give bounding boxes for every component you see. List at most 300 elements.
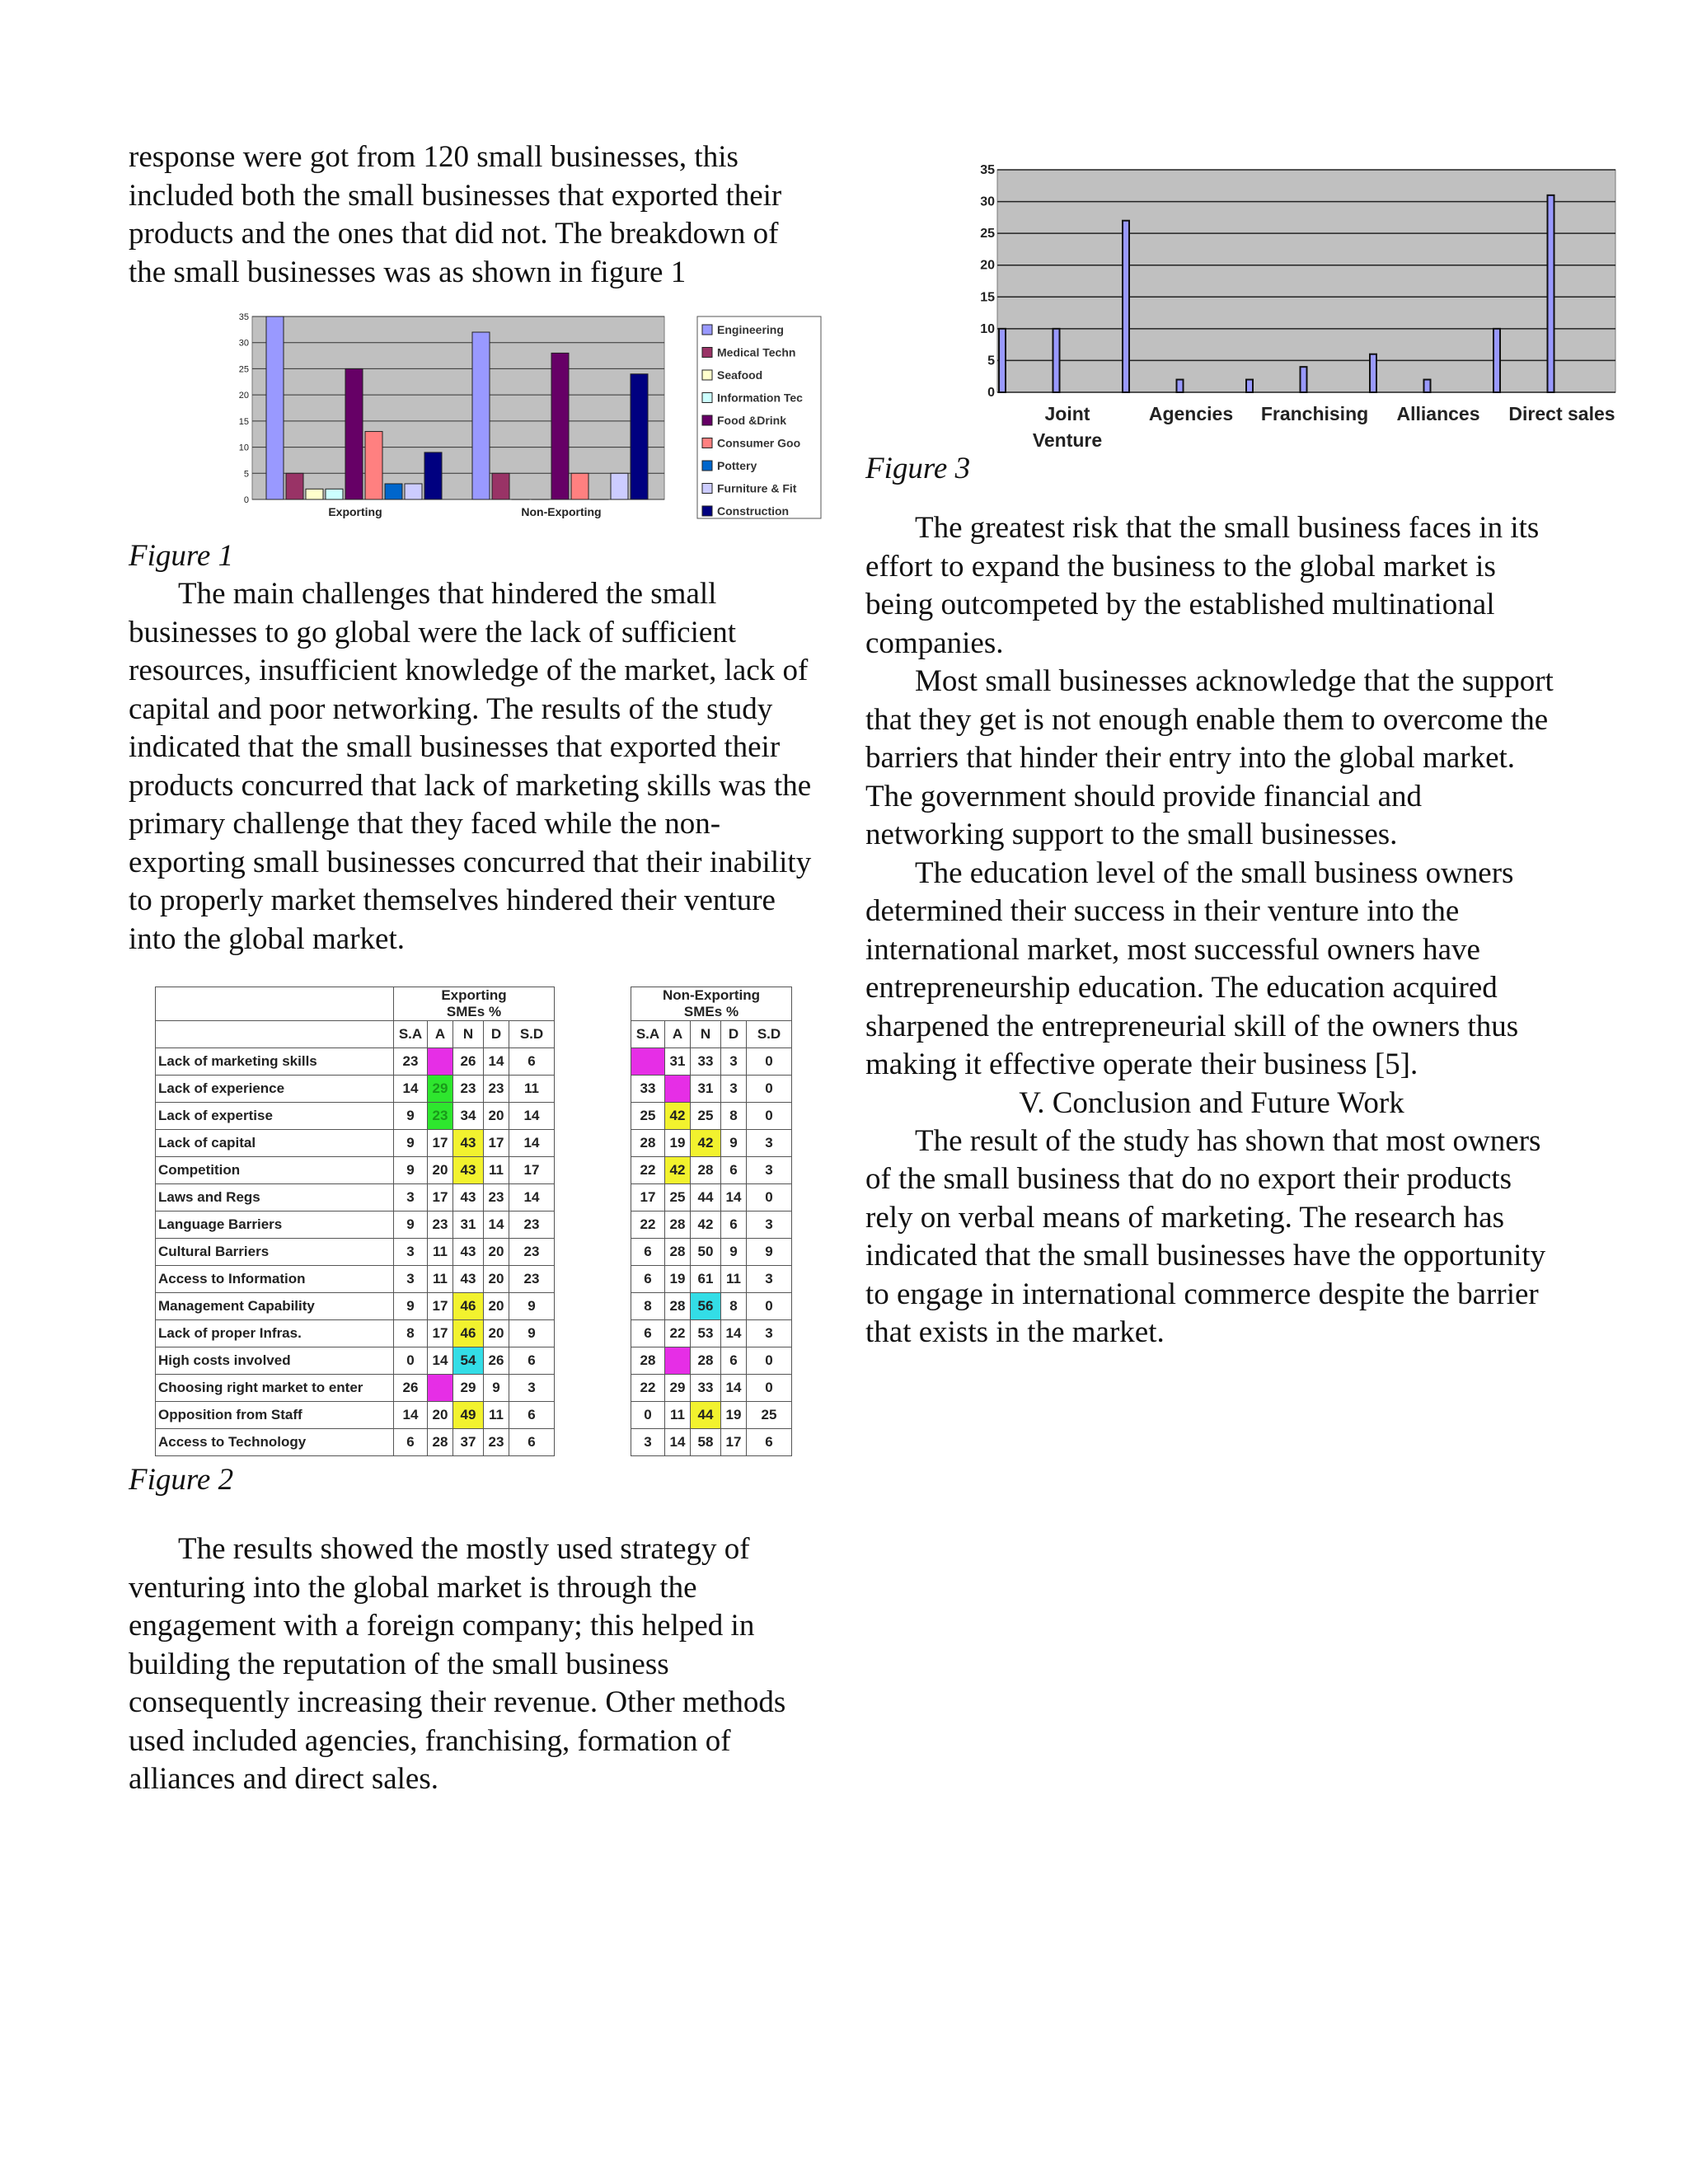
fig1-bar (306, 489, 323, 499)
table-cell: 22 (631, 1212, 665, 1239)
table-cell: 14 (721, 1184, 747, 1212)
left-paragraph-1: response were got from 120 small businesses, this included both the small businesses that exported their products and the ones that did not. The breakdown of the small businesses was as shown in figure 1 (129, 140, 782, 289)
right-paragraph-1: The greatest risk that the small business faces in its effort to expand the business to the global market is being outcompeted by the established multinational companies. (865, 511, 1540, 660)
table-cell: 20 (428, 1157, 453, 1184)
right-column (865, 163, 1615, 1352)
table-cell: 25 (631, 1103, 665, 1130)
figure-2-table (155, 987, 792, 1456)
table-cell: 28 (665, 1239, 691, 1266)
table-cell: 11 (484, 1157, 509, 1184)
table-row (156, 1375, 792, 1402)
fig1-ytick-label: 30 (238, 338, 249, 349)
table-spacer (555, 1266, 631, 1293)
fig1-bar (365, 432, 382, 499)
fig3-bar (999, 329, 1006, 392)
fig1-bar (286, 473, 303, 499)
table-row (156, 1130, 792, 1157)
table-spacer (555, 1130, 631, 1157)
table-group-label: SMEs % (446, 1004, 502, 1019)
table-cell: 22 (631, 1375, 665, 1402)
table-cell: 8 (721, 1293, 747, 1320)
table-cell: 11 (721, 1266, 747, 1293)
fig1-bar (424, 452, 442, 499)
table-spacer (555, 1239, 631, 1266)
table-row-label: Access to Information (156, 1266, 394, 1293)
table-cell: 23 (453, 1076, 484, 1103)
fig1-legend-label: Seafood (717, 368, 763, 382)
fig1-ytick-label: 25 (238, 364, 249, 375)
table-cell: 6 (721, 1347, 747, 1375)
table-column-header: N (453, 1021, 484, 1048)
table-cell: 17 (428, 1293, 453, 1320)
fig3-bar (1493, 329, 1500, 392)
table-cell: 43 (453, 1239, 484, 1266)
table-cell: 34 (428, 1375, 453, 1402)
table-row-label: Lack of proper Infras. (156, 1320, 394, 1347)
fig3-bar (1123, 221, 1129, 392)
table-cell: 43 (453, 1184, 484, 1212)
table-cell: 17 (428, 1184, 453, 1212)
left-paragraph-3: The results showed the mostly used strategy of venturing into the global market is through the engagement with a foreign company; this helped in building the reputation of the small business consequently increasing their revenue. Other methods used included agencies, franchising, formation of alliances and direct sales. (129, 1532, 786, 1796)
table-cell: 42 (665, 1157, 691, 1184)
table-row-label: Opposition from Staff (156, 1402, 394, 1429)
table-cell: 28 (665, 1293, 691, 1320)
right-paragraph-2: Most small businesses acknowledge that the support that they get is not enough enable them to overcome the barriers that hinder their entry into the global market. The government should provide financial and networking support to the small businesses. (865, 664, 1554, 851)
table-cell: 9 (484, 1375, 509, 1402)
table-cell: 8 (394, 1320, 428, 1347)
table-cell: 49 (453, 1402, 484, 1429)
table-row (156, 1429, 792, 1456)
table-cell: 23 (428, 1103, 453, 1130)
table-cell: 19 (665, 1266, 691, 1293)
table-cell: 44 (691, 1184, 721, 1212)
table-cell: 6 (394, 1429, 428, 1456)
table-cell: 6 (509, 1048, 555, 1076)
table-cell: 44 (691, 1402, 721, 1429)
table-cell: 6 (631, 1239, 665, 1266)
figure-1-caption: Figure 1 (129, 539, 234, 573)
table-cell: 0 (747, 1375, 792, 1402)
right-paragraph-3: The education level of the small business owners determined their success in their venture into the international market, most successful owners have entrepreneurship education. The education acquired sharpened the entrepreneurial skill of the owners thus making it effective operate their business [5]. (865, 855, 1519, 1081)
table-cell: 3 (747, 1320, 792, 1347)
table-cell: 31 (453, 1212, 484, 1239)
table-cell: 9 (394, 1103, 428, 1130)
table-cell: 11 (509, 1076, 555, 1103)
fig1-legend-swatch (702, 484, 712, 494)
fig1-bar (472, 332, 490, 499)
table-spacer (555, 987, 631, 1021)
table-cell: 42 (691, 1212, 721, 1239)
table-row-label: Choosing right market to enter (156, 1375, 394, 1402)
fig3-xtick-label: Franchising (1260, 403, 1369, 424)
table-cell: 61 (691, 1266, 721, 1293)
table-row-label: Language Barriers (156, 1212, 394, 1239)
table-cell: 46 (453, 1293, 484, 1320)
fig1-legend-label: Medical Techn (717, 345, 796, 359)
fig1-bar (345, 368, 363, 499)
table-cell: 6 (509, 1429, 555, 1456)
table-cell: 28 (691, 1157, 721, 1184)
table-spacer (555, 1184, 631, 1212)
figure-3-caption: Figure 3 (865, 452, 971, 485)
table-cell: 11 (428, 1266, 453, 1293)
table-cell: 17 (428, 1320, 453, 1347)
fig1-legend-swatch (702, 348, 712, 358)
table-cell: 34 (453, 1103, 484, 1130)
table-cell: 14 (509, 1130, 555, 1157)
table-column-header: S.A (631, 1021, 665, 1048)
fig1-ytick-label: 0 (243, 495, 249, 505)
table-column-header: D (484, 1021, 509, 1048)
table-column-header: S.D (509, 1021, 555, 1048)
table-cell: 0 (747, 1048, 792, 1076)
table-cell: 0 (747, 1293, 792, 1320)
table-cell: 14 (509, 1103, 555, 1130)
fig1-bar (571, 473, 588, 499)
fig3-bar (1424, 380, 1431, 392)
table-cell: 3 (394, 1239, 428, 1266)
table-cell: 42 (691, 1130, 721, 1157)
table-spacer (555, 1429, 631, 1456)
table-cell: 28 (631, 1130, 665, 1157)
table-cell: 3 (721, 1076, 747, 1103)
table-cell: 20 (484, 1103, 509, 1130)
table-cell: 29 (665, 1375, 691, 1402)
fig1-ytick-label: 5 (243, 469, 249, 480)
table-cell: 28 (691, 1347, 721, 1375)
table-cell: 20 (484, 1320, 509, 1347)
table-cell: 9 (721, 1130, 747, 1157)
table-cell: 14 (394, 1076, 428, 1103)
fig1-ytick-label: 20 (238, 391, 249, 401)
table-row-label: Cultural Barriers (156, 1239, 394, 1266)
table-cell: 19 (665, 1130, 691, 1157)
table-cell: 28 (631, 1347, 665, 1375)
figure-2-caption: Figure 2 (129, 1463, 234, 1497)
table-row (156, 1266, 792, 1293)
fig1-xtick-label: Non-Exporting (521, 505, 602, 518)
table-cell: 28 (428, 1429, 453, 1456)
table-cell: 33 (691, 1375, 721, 1402)
table-cell: 9 (394, 1293, 428, 1320)
table-cell: 3 (394, 1266, 428, 1293)
table-cell: 43 (453, 1157, 484, 1184)
table-spacer (555, 1212, 631, 1239)
table-cell: 29 (453, 1375, 484, 1402)
fig3-ytick-label: 20 (980, 258, 995, 273)
table-row-label: Lack of expertise (156, 1103, 394, 1130)
table-row-label: Management Capability (156, 1293, 394, 1320)
table-cell: 9 (747, 1239, 792, 1266)
table-cell: 17 (721, 1429, 747, 1456)
table-cell: 17 (484, 1130, 509, 1157)
table-spacer (555, 1076, 631, 1103)
table-cell: 22 (665, 1320, 691, 1347)
table-column-header: A (665, 1021, 691, 1048)
table-cell: 20 (484, 1293, 509, 1320)
table-cell: 0 (747, 1103, 792, 1130)
table-cell: 23 (509, 1239, 555, 1266)
table-cell: 23 (509, 1266, 555, 1293)
fig3-plot-area (997, 170, 1615, 392)
fig1-legend-label: Information Tec (717, 391, 803, 405)
table-column-header: D (721, 1021, 747, 1048)
table-cell: 0 (747, 1184, 792, 1212)
table-cell: 33 (665, 1076, 691, 1103)
table-group-exporting (394, 987, 555, 1021)
fig3-ytick-label: 30 (980, 194, 995, 209)
fig3-ytick-label: 10 (980, 321, 995, 336)
table-cell: 50 (665, 1347, 691, 1375)
fig1-legend-label: Furniture & Fit (717, 481, 797, 495)
table-cell: 14 (428, 1347, 453, 1375)
table-row (156, 1347, 792, 1375)
table-cell: 17 (631, 1184, 665, 1212)
fig3-xtick-label: Direct sales (1508, 403, 1615, 424)
table-cell: 31 (691, 1076, 721, 1103)
table-cell: 14 (394, 1402, 428, 1429)
fig1-legend-swatch (702, 415, 712, 425)
table-corner (156, 987, 394, 1021)
fig3-ytick-label: 25 (980, 227, 995, 241)
table-spacer (555, 1021, 631, 1048)
table-group-label: SMEs % (683, 1004, 739, 1019)
table-spacer (555, 1293, 631, 1320)
table-cell: 28 (665, 1212, 691, 1239)
table-cell: 46 (453, 1320, 484, 1347)
figure-3-chart (973, 160, 1688, 457)
table-cell: 33 (631, 1048, 665, 1076)
table-column-header-row (156, 1021, 792, 1048)
table-row-label: Access to Technology (156, 1429, 394, 1456)
table-row-label: Lack of experience (156, 1076, 394, 1103)
table-cell: 3 (509, 1375, 555, 1402)
table-cell: 11 (665, 1402, 691, 1429)
table-spacer (555, 1157, 631, 1184)
table-group-non-exporting (631, 987, 792, 1021)
fig1-legend-swatch (702, 325, 712, 335)
table-cell: 33 (691, 1048, 721, 1076)
table-cell: 25 (747, 1402, 792, 1429)
fig3-bar (1301, 367, 1307, 392)
table-cell: 3 (747, 1157, 792, 1184)
table-cell: 33 (631, 1076, 665, 1103)
table-cell: 3 (747, 1266, 792, 1293)
table-cell: 8 (721, 1103, 747, 1130)
table-spacer (555, 1103, 631, 1130)
table-cell: 3 (747, 1130, 792, 1157)
table-cell: 54 (453, 1347, 484, 1375)
table-column-header: A (428, 1021, 453, 1048)
table-cell: 14 (484, 1212, 509, 1239)
table-row-label: High costs involved (156, 1347, 394, 1375)
table-cell: 20 (484, 1266, 509, 1293)
table-group-label: Non-Exporting (662, 987, 761, 1003)
table-cell: 23 (484, 1184, 509, 1212)
section-heading-conclusion: V. Conclusion and Future Work (1019, 1085, 1404, 1120)
fig1-bar (405, 484, 422, 499)
fig1-legend-swatch (702, 438, 712, 448)
fig1-legend-swatch (702, 393, 712, 403)
table-row (156, 1239, 792, 1266)
table-cell: 58 (691, 1429, 721, 1456)
table-spacer (555, 1048, 631, 1076)
table-column-header: N (691, 1021, 721, 1048)
table-column-header: S.D (747, 1021, 792, 1048)
fig3-ytick-label: 15 (980, 290, 995, 305)
fig1-ytick-label: 15 (238, 416, 249, 427)
table-cell: 50 (691, 1239, 721, 1266)
fig1-bar (551, 353, 569, 499)
table-cell: 6 (509, 1347, 555, 1375)
table-column-header: S.A (394, 1021, 428, 1048)
table-cell: 3 (747, 1212, 792, 1239)
right-paragraph-4: The result of the study has shown that most owners of the small business that do no export their products rely on verbal means of marketing. The research has indicated that the small businesses have the opportunity to engage in international commerce despite the barrier that exists in the market. (865, 1123, 1546, 1349)
table-cell: 43 (453, 1266, 484, 1293)
fig3-bar (1548, 195, 1554, 392)
table-cell: 11 (484, 1402, 509, 1429)
table-cell: 19 (721, 1402, 747, 1429)
table-cell: 0 (747, 1076, 792, 1103)
table-cell: 43 (453, 1130, 484, 1157)
fig1-legend-swatch (702, 461, 712, 471)
fig1-ytick-label: 10 (238, 443, 249, 453)
table-cell: 20 (484, 1239, 509, 1266)
table-cell: 14 (721, 1375, 747, 1402)
left-column (129, 138, 821, 1799)
table-cell: 56 (691, 1293, 721, 1320)
table-cell: 0 (747, 1347, 792, 1375)
fig1-bar (611, 473, 628, 499)
fig1-legend-label: Construction (717, 504, 790, 518)
table-row (156, 1103, 792, 1130)
fig3-xtick-label: Joint (1044, 403, 1090, 424)
table-cell: 3 (721, 1048, 747, 1076)
table-cell: 9 (721, 1239, 747, 1266)
table-cell: 0 (631, 1402, 665, 1429)
table-cell: 14 (721, 1320, 747, 1347)
table-blank-cell (156, 1021, 394, 1048)
table-cell: 42 (665, 1103, 691, 1130)
table-cell: 25 (691, 1103, 721, 1130)
fig1-legend-swatch (702, 370, 712, 380)
table-row (156, 1293, 792, 1320)
table-row (156, 1320, 792, 1347)
fig1-legend-label: Consumer Goo (717, 436, 801, 450)
table-cell: 29 (428, 1076, 453, 1103)
table-cell: 23 (484, 1429, 509, 1456)
table-cell: 9 (394, 1157, 428, 1184)
table-cell: 6 (631, 1266, 665, 1293)
table-spacer (555, 1320, 631, 1347)
fig1-plot-area (252, 316, 664, 499)
table-row (156, 1402, 792, 1429)
table-cell: 23 (394, 1048, 428, 1076)
table-cell: 23 (428, 1212, 453, 1239)
table-cell: 0 (394, 1347, 428, 1375)
fig1-bar (385, 484, 402, 499)
fig3-bar (1370, 354, 1376, 392)
fig3-ytick-label: 0 (987, 386, 995, 400)
table-cell: 26 (453, 1048, 484, 1076)
table-cell: 20 (428, 1402, 453, 1429)
table-cell: 14 (484, 1048, 509, 1076)
table-cell: 17 (428, 1130, 453, 1157)
fig3-xtick-label: Agencies (1148, 403, 1234, 424)
fig3-xtick-label: Venture (1032, 429, 1103, 451)
table-cell: 3 (394, 1184, 428, 1212)
fig1-bar (266, 316, 284, 499)
fig3-ytick-label: 35 (980, 163, 995, 177)
fig1-legend-label: Food &Drink (717, 414, 786, 427)
table-cell: 3 (631, 1429, 665, 1456)
fig1-xtick-label: Exporting (328, 505, 382, 518)
table-row-label: Lack of capital (156, 1130, 394, 1157)
table-group-label: Exporting (441, 987, 507, 1003)
table-cell: 23 (509, 1212, 555, 1239)
fig1-legend-label: Pottery (717, 459, 757, 472)
table-row (156, 1157, 792, 1184)
fig3-bar (1246, 380, 1253, 392)
table-row-label: Competition (156, 1157, 394, 1184)
table-cell: 25 (665, 1184, 691, 1212)
table-cell: 22 (631, 1157, 665, 1184)
table-cell: 9 (509, 1320, 555, 1347)
table-row (156, 1076, 792, 1103)
table-row (156, 1184, 792, 1212)
table-cell: 8 (631, 1293, 665, 1320)
table-spacer (555, 1375, 631, 1402)
table-cell: 31 (428, 1048, 453, 1076)
table-cell: 53 (691, 1320, 721, 1347)
table-cell: 9 (394, 1130, 428, 1157)
fig1-ytick-label: 35 (238, 312, 249, 322)
fig1-legend-label: Engineering (717, 323, 784, 336)
fig1-legend-swatch (702, 506, 712, 516)
left-paragraph-2: The main challenges that hindered the small businesses to go global were the lack of sufficient resources, insufficient knowledge of the market, lack of capital and poor networking. The results of the study indicated that the small businesses that exported their products concurred that lack of marketing skills was the primary challenge that they faced while the non-exporting small businesses concurred that their inability to properly market themselves hindered their venture into the global market. (129, 577, 812, 956)
fig1-bar (326, 489, 343, 499)
table-cell: 6 (721, 1157, 747, 1184)
table-cell: 6 (721, 1212, 747, 1239)
fig3-bar (1177, 380, 1184, 392)
fig3-ytick-label: 5 (987, 354, 995, 368)
fig1-bar (631, 374, 648, 499)
table-cell: 9 (509, 1293, 555, 1320)
table-spacer (555, 1402, 631, 1429)
table-cell: 6 (747, 1429, 792, 1456)
table-cell: 9 (394, 1212, 428, 1239)
table-cell: 11 (428, 1239, 453, 1266)
table-row (156, 1048, 792, 1076)
table-cell: 17 (509, 1157, 555, 1184)
table-cell: 37 (453, 1429, 484, 1456)
table-row-label: Laws and Regs (156, 1184, 394, 1212)
table-cell: 23 (484, 1076, 509, 1103)
table-cell: 14 (509, 1184, 555, 1212)
fig3-bar (1053, 329, 1060, 392)
table-cell: 31 (665, 1048, 691, 1076)
figure-1-chart (227, 310, 953, 531)
table-row-label: Lack of marketing skills (156, 1048, 394, 1076)
fig1-bar (492, 473, 509, 499)
table-cell: 6 (509, 1402, 555, 1429)
table-cell: 6 (631, 1320, 665, 1347)
fig3-xtick-label: Alliances (1396, 403, 1480, 424)
table-cell: 26 (394, 1375, 428, 1402)
table-spacer (555, 1347, 631, 1375)
table-cell: 26 (484, 1347, 509, 1375)
table-row (156, 1212, 792, 1239)
